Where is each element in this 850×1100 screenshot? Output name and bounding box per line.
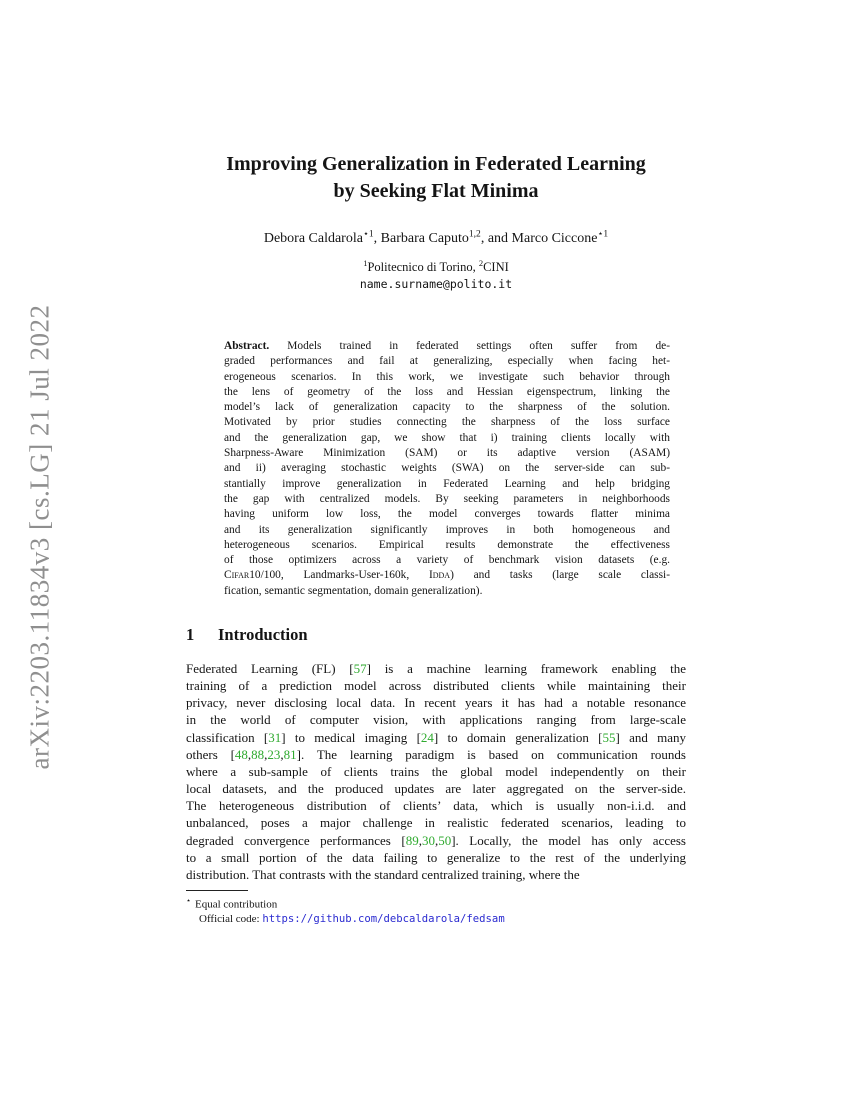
text-segment: ] is a machine learning framework enabling the <box>366 661 686 676</box>
text-segment: training of a prediction model across distributed clients while maintaining their <box>186 678 686 694</box>
text-line <box>186 866 686 883</box>
text-segment: heterogeneous scenarios. Empirical results demonstrate the effectiveness <box>224 538 670 551</box>
paper-title <box>186 151 686 205</box>
citation-link[interactable]: 23 <box>267 746 281 762</box>
text-segment: Cifar <box>224 569 250 582</box>
text-line <box>186 729 686 746</box>
text-segment: ⋆1 <box>362 229 374 240</box>
text-segment: CINI <box>483 260 509 274</box>
text-line <box>186 814 686 831</box>
text-line <box>224 446 670 461</box>
text-segment: stantially improve generalization in Federated Learning and help bridging <box>224 477 670 490</box>
text-line <box>224 492 670 507</box>
authors-line <box>186 231 686 247</box>
text-segment: , <box>280 746 284 762</box>
email-address: name.surname@polito.it <box>359 277 513 291</box>
text-line <box>186 832 686 849</box>
text-segment: ] and many <box>615 729 687 745</box>
text-segment: The heterogeneous distribution of clients’ data, which is usually non-i.i.d. and <box>186 798 686 814</box>
text-line <box>224 400 670 415</box>
text-segment: the gap with centralized models. By seeking parameters in neighborhoods <box>224 492 670 505</box>
text-line <box>224 538 670 553</box>
text-segment: degraded convergence performances [ <box>186 832 406 848</box>
text-segment: privacy, never disclosing local data. In recent years it has had a notable resonance <box>186 695 686 711</box>
text-segment: unbalanced, poses a major challenge in realistic federated scenarios, leading to <box>186 815 686 831</box>
text-line <box>224 507 670 522</box>
text-line <box>224 354 670 369</box>
citation-link[interactable]: 24 <box>420 729 434 745</box>
paper-title-line2: by Seeking Flat Minima <box>333 180 539 202</box>
text-line <box>224 385 670 400</box>
text-line <box>186 780 686 797</box>
footnote-equal-contribution <box>186 894 686 912</box>
text-segment: Motivated by prior studies connecting the sharpness of the loss surface <box>224 416 670 429</box>
text-segment: ] to domain generalization [ <box>433 729 603 745</box>
text-segment: model’s lack of generalization capacity to the sharpness of the solution. <box>224 401 670 414</box>
text-line <box>224 461 670 476</box>
text-segment: ]. The learning paradigm is based on communication rounds <box>296 746 686 762</box>
text-line <box>224 568 670 583</box>
text-segment: , and Marco Ciccone <box>480 231 598 246</box>
footnote-marker: ⋆ <box>186 896 192 905</box>
text-segment: , <box>264 746 268 762</box>
text-segment: of those optimizers across a variety of benchmark vision datasets (e.g. <box>224 554 670 567</box>
text-line <box>186 763 686 780</box>
text-segment: 10/100, Landmarks-User-160k, <box>249 569 429 582</box>
text-segment: and its generalization significantly improves in both homogeneous and <box>224 523 670 536</box>
citation-link[interactable]: 48 <box>234 746 248 762</box>
text-line <box>224 339 670 354</box>
text-segment: ] to medical imaging [ <box>281 729 421 745</box>
text-segment: others [ <box>186 746 235 762</box>
paper-title-line1: Improving Generalization in Federated Learning <box>226 153 646 175</box>
text-segment: to a small portion of the data failing to generalize to the rest of the underlying <box>186 849 686 865</box>
text-line <box>224 431 670 446</box>
text-segment: local datasets, and the produced updates are later aggregated on the server-side. <box>186 781 686 797</box>
arxiv-watermark-label: arXiv:2203.11834v3 [cs.LG] 21 Jul 2022 <box>24 304 55 770</box>
text-segment: Federated Learning (FL) [ <box>186 661 354 676</box>
text-segment: , <box>434 832 439 848</box>
affiliation-line <box>186 257 686 275</box>
text-line <box>224 415 670 430</box>
text-segment: having uniform low loss, the model converges towards flatter minima <box>224 508 670 521</box>
citation-link[interactable]: 31 <box>268 729 282 745</box>
text-line <box>186 694 686 711</box>
abstract-block <box>224 339 670 599</box>
arxiv-watermark <box>25 305 56 770</box>
text-line <box>224 584 670 599</box>
text-segment: 2 <box>478 257 484 268</box>
text-line <box>186 746 686 763</box>
citation-link[interactable]: 55 <box>602 729 616 745</box>
text-segment: and the generalization gap, we show that i) training clients locally with <box>224 431 670 444</box>
footnote-equal-contribution-text: Equal contribution <box>195 898 278 911</box>
citation-link[interactable]: 81 <box>283 746 297 762</box>
text-line <box>186 797 686 814</box>
text-segment: fication, semantic segmentation, domain generalization). <box>224 584 483 597</box>
text-segment: in the world of computer vision, with applications ranging from large-scale <box>186 712 686 728</box>
text-segment: , Barbara Caputo <box>373 231 469 246</box>
text-segment: erogeneous scenarios. In this work, we investigate such behavior through <box>224 370 670 383</box>
text-line <box>224 523 670 538</box>
text-line <box>186 660 686 677</box>
text-segment: and ii) averaging stochastic weights (SWA) on the server-side can sub- <box>224 462 670 475</box>
footnote <box>186 894 686 927</box>
text-segment: the lens of geometry of the loss and Hessian eigenspectrum, linking the <box>224 385 670 398</box>
text-line <box>224 370 670 385</box>
text-segment: graded performances and fail at generalizing, especially when facing het- <box>224 355 670 368</box>
text-segment: ⋆1 <box>597 229 609 240</box>
text-segment: Politecnico di Torino, <box>367 260 479 274</box>
text-segment: distribution. That contrasts with the standard centralized training, where the <box>186 866 580 882</box>
footnote-rule <box>186 890 248 891</box>
text-segment: Debora Caldarola <box>263 231 363 246</box>
citation-link[interactable]: 30 <box>421 832 435 848</box>
text-segment: Abstract. <box>224 340 270 352</box>
section-heading-introduction <box>186 625 308 645</box>
text-line <box>186 711 686 728</box>
citation-link[interactable]: 57 <box>353 661 367 676</box>
text-segment: classification [ <box>186 729 269 745</box>
text-segment: 1 <box>363 257 368 268</box>
code-link[interactable]: https://github.com/debcaldarola/fedsam <box>262 913 505 926</box>
text-segment: ]. Locally, the model has only access <box>451 832 686 848</box>
text-segment: 1,2 <box>468 229 481 240</box>
text-segment: Models trained in federated settings often suffer from de- <box>269 340 670 352</box>
text-line <box>186 677 686 694</box>
text-segment: where a sub-sample of clients trains the global model independently on their <box>186 763 686 779</box>
footnote-code-label: Official code: <box>199 913 263 926</box>
text-line <box>224 477 670 492</box>
text-line <box>224 553 670 568</box>
citation-link[interactable]: 50 <box>438 832 452 848</box>
text-segment: Idda <box>428 569 451 582</box>
section-title: Introduction <box>218 625 308 644</box>
citation-link[interactable]: 88 <box>251 746 265 762</box>
text-segment: ) and tasks (large scale classi- <box>450 569 670 582</box>
citation-link[interactable]: 89 <box>405 832 419 848</box>
text-segment: , <box>247 746 252 762</box>
text-line <box>186 849 686 866</box>
section-number: 1 <box>186 625 195 644</box>
footnote-code-line <box>186 912 686 927</box>
text-segment: , <box>418 832 422 848</box>
text-segment: Sharpness-Aware Minimization (SAM) or its adaptive version (ASAM) <box>224 447 670 460</box>
introduction-paragraph <box>186 660 686 883</box>
